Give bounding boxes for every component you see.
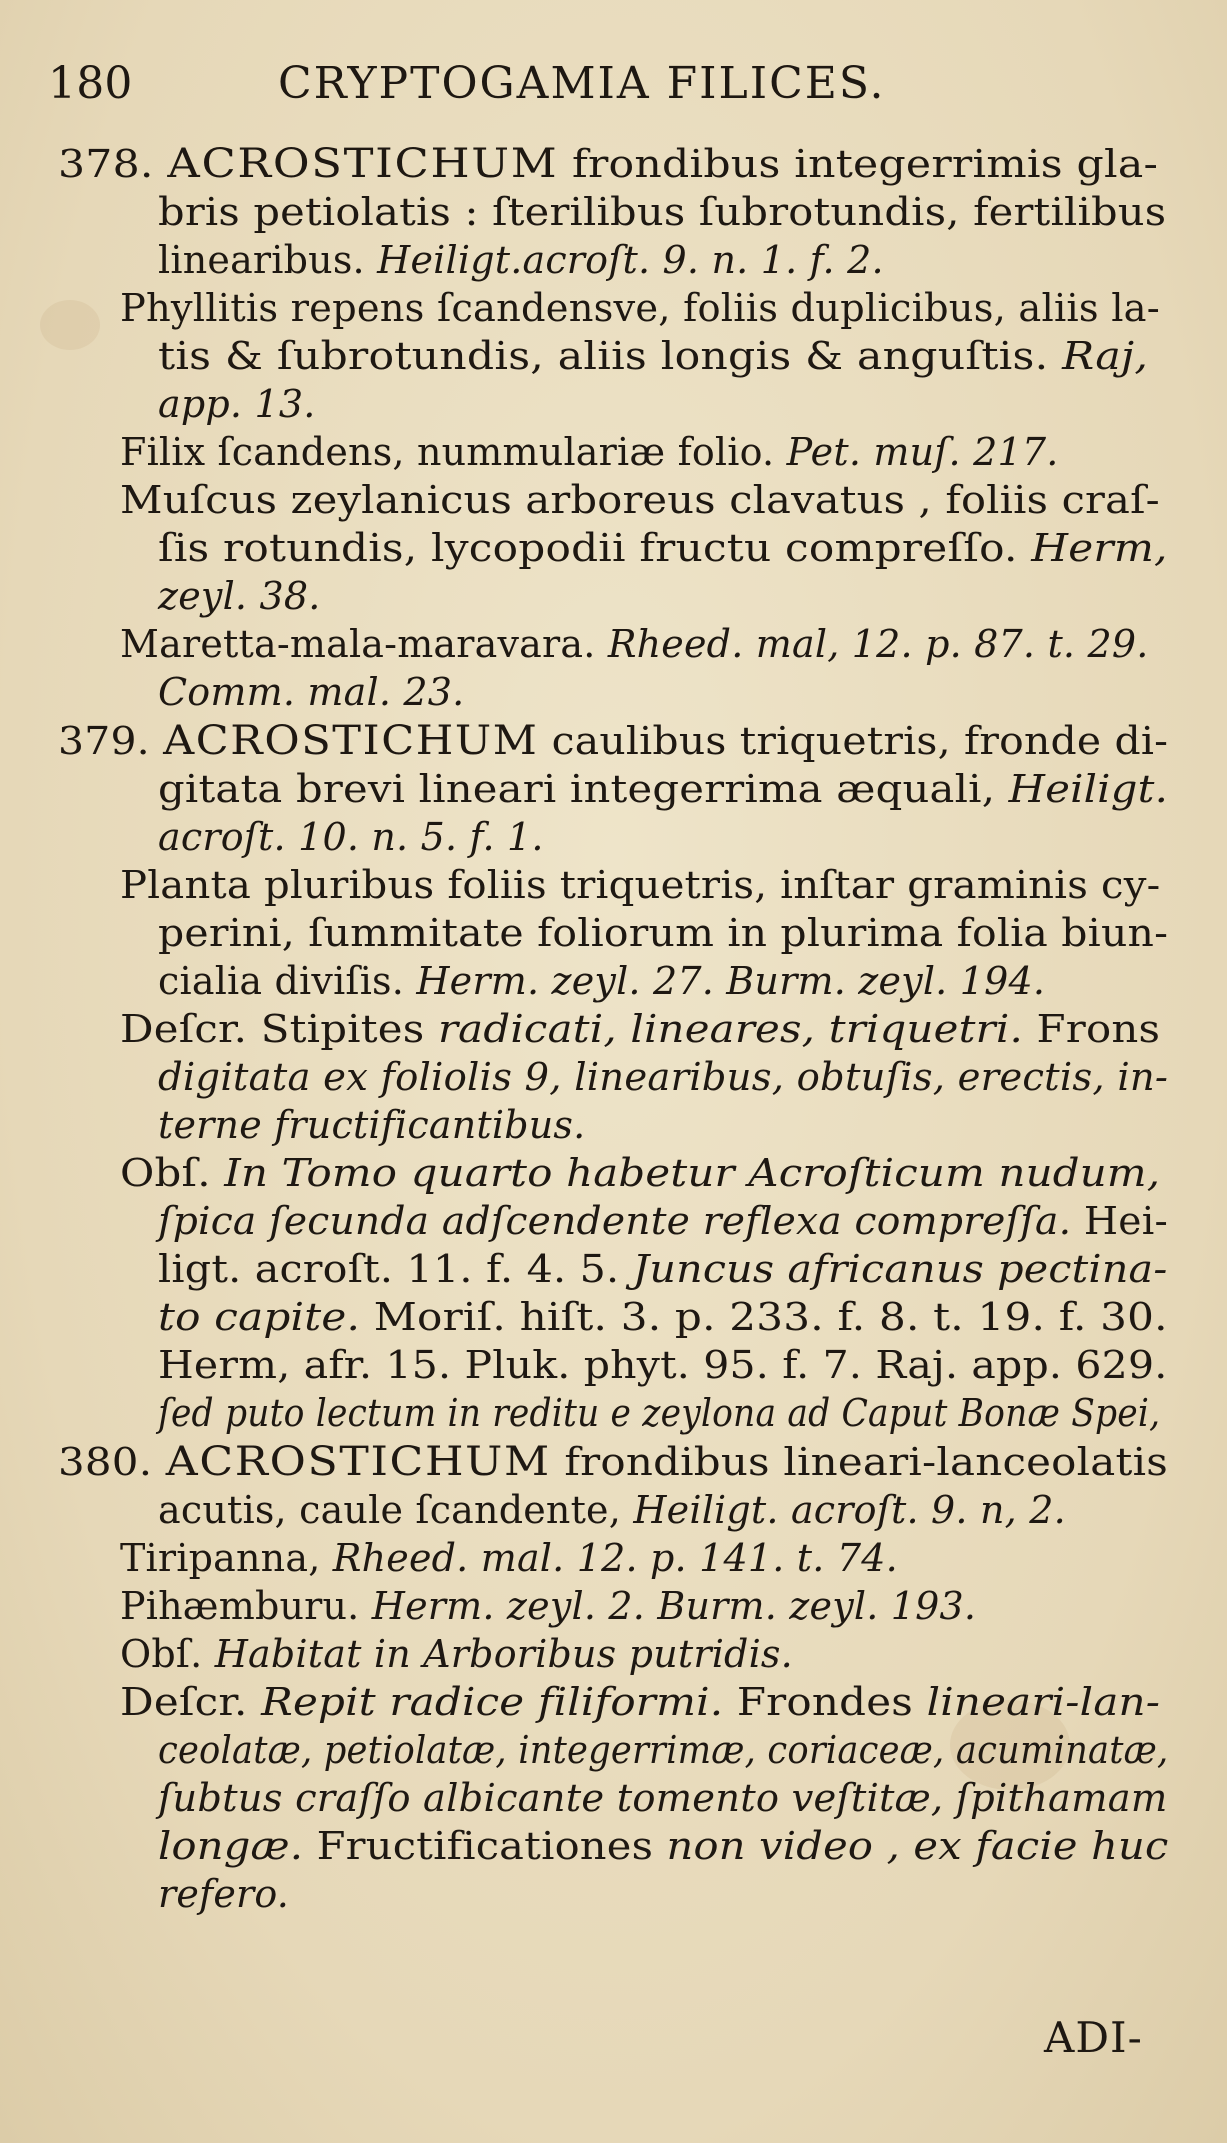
italic-text: Repit radice filiformi.: [261, 1680, 724, 1724]
text-line: [158, 1341, 1167, 1389]
text-line: [58, 1438, 1168, 1486]
text-line: [158, 1101, 585, 1149]
text-line: [158, 572, 321, 620]
text-line: [158, 1053, 1168, 1101]
text-line: [158, 1774, 1168, 1822]
italic-text: Heiligt.acroſt. 9. n. 1. f. 2.: [377, 238, 884, 282]
italic-text: lineari-lan-: [926, 1680, 1161, 1724]
italic-text: acroſt. 10. n. 5. f. 1.: [158, 815, 544, 859]
text-line: [120, 1005, 1160, 1053]
italic-text: Heiligt. acroſt. 9. n, 2.: [633, 1488, 1066, 1532]
text-line: [158, 380, 316, 428]
roman-text: acutis, caule ſcandente,: [158, 1488, 634, 1532]
text-line: [158, 332, 1148, 380]
text-line: [120, 428, 1059, 476]
roman-text: Obſ.: [120, 1632, 215, 1676]
italic-text: In Tomo quarto habetur Acroſticum nudum,: [224, 1151, 1161, 1195]
text-line: [120, 1149, 1160, 1197]
roman-text: 379.: [58, 719, 164, 763]
italic-text: Herm. zeyl. 2. Burm. zeyl. 193.: [371, 1584, 977, 1628]
roman-text: caulibus triquetris, fronde di-: [538, 719, 1169, 763]
roman-text: Filix ſcandens, nummulariæ folio.: [120, 430, 787, 474]
page-number: 180: [48, 58, 133, 109]
genus-name: ACROSTICHUM: [167, 141, 559, 187]
roman-text: Phyllitis repens ſcandensve, foliis duplicibus, aliis la-: [120, 286, 1160, 330]
roman-text: Fructificationes: [303, 1824, 667, 1868]
text-line: [158, 957, 1045, 1005]
text-line: [58, 717, 1168, 765]
italic-text: radicati, lineares, triquetri.: [437, 1007, 1024, 1051]
roman-text: linearibus.: [158, 238, 378, 282]
text-line: [120, 1582, 976, 1630]
text-line: [158, 1389, 1160, 1437]
paper-stain: [40, 300, 100, 350]
italic-text: digitata ex foliolis 9, linearibus, obtuſis, erectis, in-: [158, 1055, 1169, 1099]
italic-text: Herm. zeyl. 27. Burm. zeyl. 194.: [416, 959, 1046, 1003]
catchword: ADI-: [1044, 2013, 1143, 2062]
roman-text: Obſ.: [120, 1151, 225, 1195]
roman-text: Frons: [1023, 1007, 1161, 1051]
italic-text: Juncus africanus pectina-: [632, 1247, 1168, 1291]
italic-text: non video , ex facie huc: [666, 1824, 1169, 1868]
text-line: [158, 1870, 289, 1918]
roman-text: Deſcr. Stipites: [120, 1007, 438, 1051]
text-line: [58, 140, 1158, 188]
text-line: [158, 765, 1168, 813]
italic-text: Heiligt.: [1008, 767, 1169, 811]
text-line: [158, 1197, 1168, 1245]
text-line: [120, 1678, 1160, 1726]
italic-text: refero.: [158, 1872, 290, 1916]
text-line: [120, 284, 1160, 332]
roman-text: Deſcr.: [120, 1680, 262, 1724]
running-title: CRYPTOGAMIA FILICES.: [278, 58, 886, 109]
italic-text: to capite.: [158, 1295, 361, 1339]
text-line: [158, 1822, 1169, 1870]
text-line: [158, 1486, 1066, 1534]
text-line: [120, 1630, 793, 1678]
roman-text: Pihæmburu.: [120, 1584, 372, 1628]
roman-text: perini, ſummitate foliorum in plurima folia biun-: [158, 911, 1169, 955]
text-line: [120, 620, 1149, 668]
text-line: [158, 668, 464, 716]
roman-text: Planta pluribus foliis triquetris, inſtar graminis cy-: [120, 863, 1161, 907]
text-line: [120, 476, 1160, 524]
italic-text: ſubtus craſſo albicante tomento veſtitæ, ſpithamam: [158, 1776, 1168, 1820]
roman-text: Herm, afr. 15. Pluk. phyt. 95. f. 7. Raj. app. 629.: [158, 1343, 1168, 1387]
genus-name: ACROSTICHUM: [165, 1439, 551, 1485]
roman-text: ligt. acroſt. 11. f. 4. 5.: [158, 1247, 633, 1291]
roman-text: frondibus lineari-lanceolatis: [550, 1440, 1168, 1484]
roman-text: 378.: [58, 142, 168, 186]
italic-text: Raj,: [1062, 334, 1149, 378]
text-line: [158, 1245, 1167, 1293]
text-line: [158, 813, 544, 861]
roman-text: Muſcus zeylanicus arboreus clavatus , foliis craſ-: [120, 478, 1160, 522]
text-line: [158, 1293, 1168, 1341]
roman-text: Moriſ. hiſt. 3. p. 233. f. 8. t. 19. f. 30.: [360, 1295, 1168, 1339]
roman-text: bris petiolatis : ſterilibus ſubrotundis, fertilibus: [158, 190, 1167, 234]
roman-text: frondibus integerrimis gla-: [558, 142, 1159, 186]
roman-text: Hei-: [1071, 1199, 1168, 1243]
roman-text: 380.: [58, 1440, 166, 1484]
roman-text: Tiripanna,: [120, 1536, 333, 1580]
genus-name: ACROSTICHUM: [163, 718, 539, 764]
text-line: [120, 1534, 898, 1582]
italic-text: terne fructificantibus.: [158, 1103, 586, 1147]
italic-text: ceolatæ, petiolatæ, integerrimæ, coriaceæ, acuminatæ,: [158, 1728, 1169, 1772]
italic-text: zeyl. 38.: [158, 574, 321, 618]
roman-text: gitata brevi lineari integerrima æquali,: [158, 767, 1009, 811]
italic-text: Pet. muſ. 217.: [786, 430, 1059, 474]
roman-text: Maretta-mala-maravara.: [120, 622, 608, 666]
roman-text: ſis rotundis, lycopodii fructu compreſſo.: [158, 526, 1032, 570]
italic-text: Rheed. mal, 12. p. 87. t. 29.: [607, 622, 1149, 666]
roman-text: cialia diviſis.: [158, 959, 417, 1003]
italic-text: Habitat in Arboribus putridis.: [214, 1632, 793, 1676]
text-line: [158, 188, 1166, 236]
roman-text: Frondes: [723, 1680, 927, 1724]
italic-text: longæ.: [158, 1824, 304, 1868]
text-line: [158, 909, 1168, 957]
text-line: [120, 861, 1160, 909]
text-line: [158, 524, 1168, 572]
roman-text: tis & ſubrotundis, aliis longis & anguſtis.: [158, 334, 1063, 378]
italic-text: Rheed. mal. 12. p. 141. t. 74.: [332, 1536, 898, 1580]
italic-text: ſpica ſecunda adſcendente reflexa compreſſa.: [158, 1199, 1072, 1243]
italic-text: ſed puto lectum in reditu e zeylona ad Caput Bonæ Spei,: [158, 1391, 1161, 1435]
italic-text: app. 13.: [158, 382, 316, 426]
text-line: [158, 236, 884, 284]
italic-text: Herm,: [1031, 526, 1168, 570]
text-line: [158, 1726, 1168, 1774]
italic-text: Comm. mal. 23.: [158, 670, 465, 714]
